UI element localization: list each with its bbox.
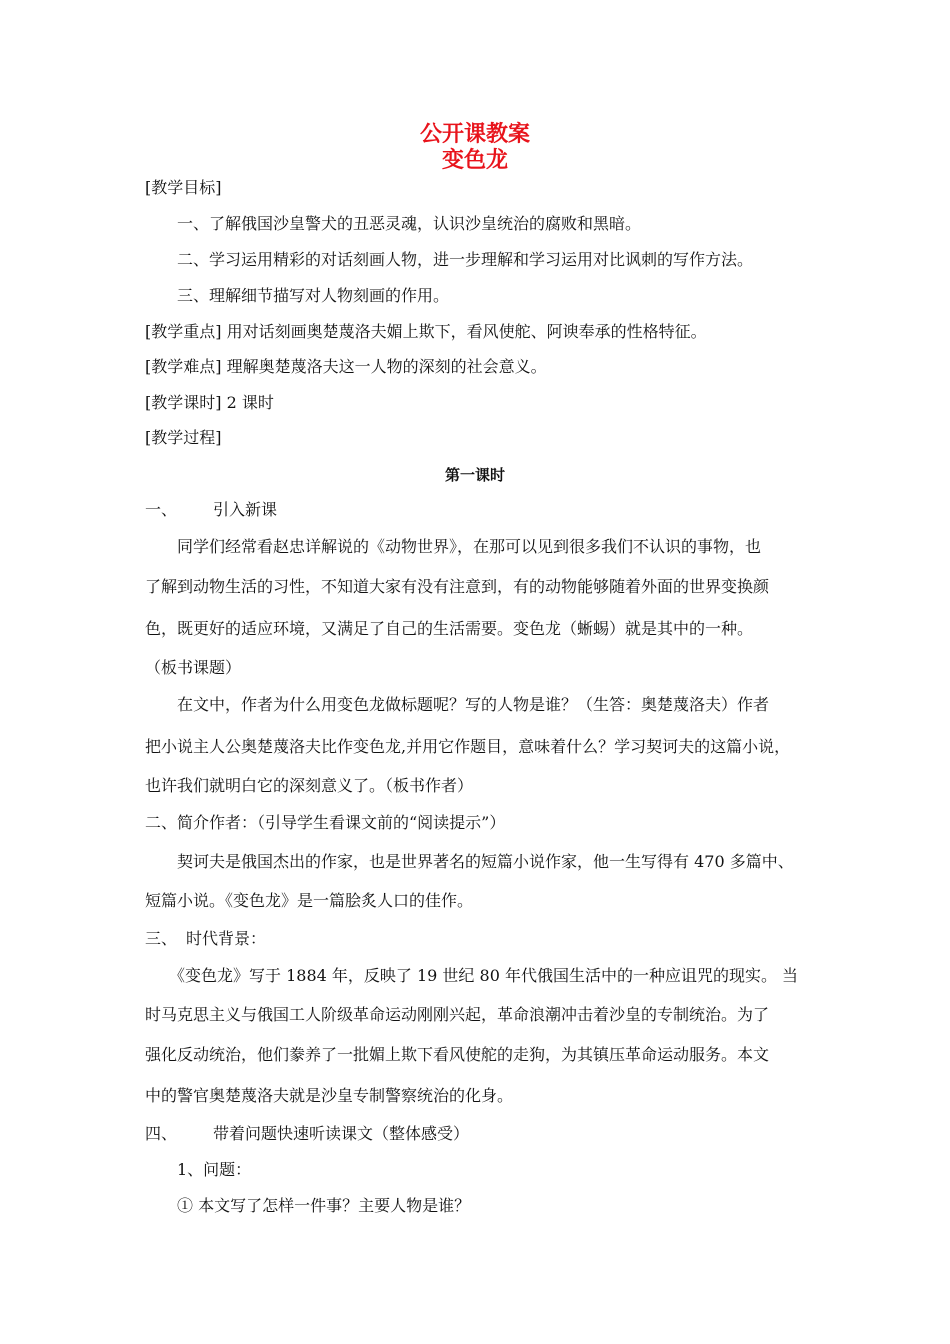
section-title: 引入新课	[213, 500, 278, 519]
paragraph-line: 时马克思主义与俄国工人阶级革命运动刚刚兴起，革命浪潮冲击着沙皇的专制统治。为了	[145, 1005, 770, 1024]
paragraph-line: 中的警官奥楚蔑洛夫就是沙皇专制警察统治的化身。	[145, 1086, 514, 1105]
section-number: 三、	[145, 929, 178, 948]
page-title: 公开课教案	[419, 122, 530, 147]
paragraph-line: 在文中，作者为什么用变色龙做标题呢？写的人物是谁？（生答：奥楚蔑洛夫）作者	[177, 695, 770, 714]
lesson-hours: [教学课时] 2 课时	[145, 393, 274, 412]
lesson-heading: 第一课时	[444, 466, 505, 484]
section-title: 带着问题快速听读课文（整体感受）	[213, 1124, 470, 1143]
paragraph-line: 把小说主人公奥楚蔑洛夫比作变色龙,并用它作题目，意味着什么？学习契诃夫的这篇小说，	[145, 737, 791, 756]
question-label: 1、问题：	[177, 1160, 252, 1179]
goals-label: [教学目标]	[145, 178, 222, 197]
section-number: 四、	[145, 1124, 178, 1143]
difficulty: [教学难点] 理解奥楚蔑洛夫这一人物的深刻的社会意义。	[145, 357, 547, 376]
paragraph-line: 同学们经常看赵忠详解说的《动物世界》，在那可以见到很多我们不认识的事物，也	[177, 537, 762, 556]
goal-item: 三、理解细节描写对人物刻画的作用。	[177, 286, 450, 305]
paragraph-line: 了解到动物生活的习性，不知道大家有没有注意到，有的动物能够随着外面的世界变换颜	[145, 577, 770, 596]
paragraph-line: 契诃夫是俄国杰出的作家，也是世界著名的短篇小说作家，他一生写得有 470 多篇中、	[177, 852, 794, 871]
paragraph-line: 《变色龙》写于 1884 年，反映了 19 世纪 80 年代俄国生活中的一种应诅咒的现实。 当	[169, 966, 799, 985]
paragraph-line: 短篇小说。《变色龙》是一篇脍炙人口的佳作。	[145, 891, 474, 910]
board-note: （板书课题）	[145, 658, 242, 677]
process-label: [教学过程]	[145, 428, 222, 447]
goal-item: 二、学习运用精彩的对话刻画人物，进一步理解和学习运用对比讽刺的写作方法。	[177, 250, 754, 269]
paragraph-line: 也许我们就明白它的深刻意义了。（板书作者）	[145, 776, 474, 795]
goal-item: 一、了解俄国沙皇警犬的丑恶灵魂，认识沙皇统治的腐败和黑暗。	[177, 214, 642, 233]
key-point: [教学重点] 用对话刻画奥楚蔑洛夫媚上欺下，看风使舵、阿谀奉承的性格特征。	[145, 322, 707, 341]
section-number: 一、	[145, 500, 178, 519]
question-item: ① 本文写了怎样一件事？主要人物是谁？	[177, 1196, 471, 1215]
section-title: 二、简介作者：（引导学生看课文前的“阅读提示”）	[145, 813, 506, 832]
paragraph-line: 强化反动统治，他们豢养了一批媚上欺下看风使舵的走狗，为其镇压革命运动服务。本文	[145, 1045, 770, 1064]
paragraph-line: 色，既更好的适应环境，又满足了自己的生活需要。变色龙（蜥蜴）就是其中的一种。	[145, 619, 754, 638]
section-title: 时代背景：	[186, 929, 267, 948]
page-subtitle: 变色龙	[441, 148, 508, 173]
